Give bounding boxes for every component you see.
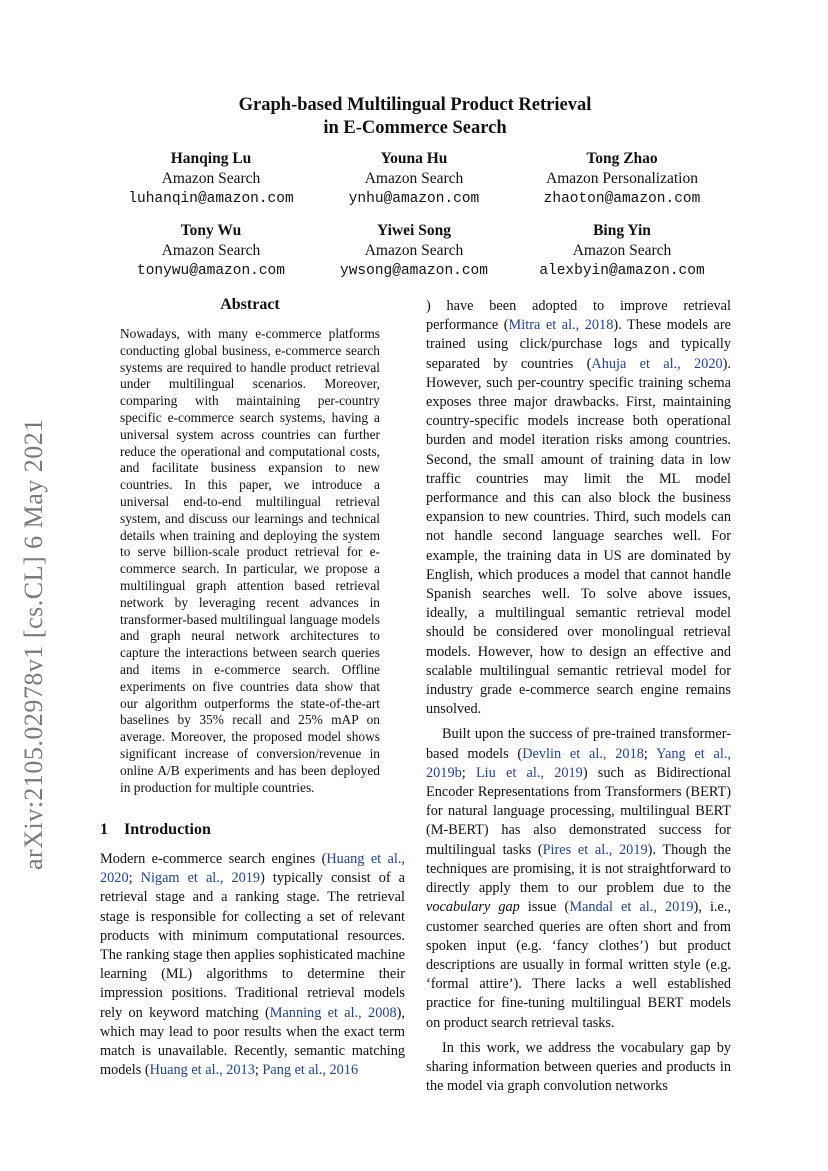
intro-paragraph-2 (426, 725, 731, 1032)
intro-paragraph-1-part-2 (426, 297, 731, 719)
author-affiliation: Amazon Search (161, 242, 261, 259)
abstract-heading: Abstract (220, 296, 280, 313)
author-email[interactable]: tonywu@amazon.com (137, 263, 285, 279)
author-block (299, 221, 529, 281)
text-run: issue ( (519, 899, 570, 916)
author-email[interactable]: luhanqin@amazon.com (128, 191, 294, 207)
citation-link[interactable]: Huang et al., 2013 (149, 1062, 255, 1079)
author-name: Hanqing Lu (170, 150, 252, 167)
text-run: ) such as Bidirectional Encoder Representations from Transformers (BERT) for natural language processing, multilingual BERT (M-BERT) has also demonstrated success for multilingual tasks ( (426, 764, 731, 858)
text-run: ; (254, 1062, 263, 1079)
citation-link[interactable]: Pang et al., 2016 (262, 1062, 359, 1079)
text-run: ). Though the techniques are promising, it is not straightforward to directly apply them to our problem due to the (426, 841, 731, 897)
citation-link[interactable]: Yang et al., 2019b (426, 745, 732, 781)
text-run: ; (128, 870, 141, 887)
author-block (507, 221, 737, 281)
author-affiliation: Amazon Search (572, 242, 672, 259)
paper-title (100, 94, 730, 140)
citation-link[interactable]: Manning et al., 2008 (269, 1004, 397, 1021)
text-run: ) typically consist of a retrieval stage and a ranking stage. The retrieval stage is responsible for collecting a set of relevant products with minimum computational resources. The ranking stage then applies sophisticated machine learning (ML) algorithms to determine their impression positions. Traditional retrieval models rely on keyword matching ( (100, 870, 406, 1021)
text-run: ) have been adopted to improve retrieval performance ( (426, 298, 731, 334)
text-run: ), which may lead to poor results when the exact term match is unavailable. Recently, semantic matching models ( (100, 1004, 405, 1079)
citation-link[interactable]: Ahuja et al., 2020 (591, 355, 723, 372)
author-affiliation: Amazon Search (161, 170, 261, 187)
emphasis-vocabulary-gap: vocabulary gap (426, 899, 520, 916)
text-run: ; (643, 745, 657, 762)
author-name: Bing Yin (593, 222, 651, 239)
text-run: ; (461, 764, 476, 781)
author-name: Yiwei Song (377, 222, 451, 239)
text-run: ), i.e., customer searched queries are often short and from spoken input (e.g. ‘fancy clothes’) but product descriptions are usually in formal written style (e.g. ‘formal attire’). There lacks a well established practice for fine-tuning multilingual BERT models on product search retrieval tasks. (426, 899, 731, 1031)
author-email[interactable]: alexbyin@amazon.com (539, 263, 705, 279)
citation-link[interactable]: Pires et al., 2019 (542, 841, 648, 858)
abstract-text: Nowadays, with many e-commerce platforms conducting global business, e-commerce search systems are required to handle product retrieval under multilingual scenarios. Moreover, comparing with maintaining per-country specific e-commerce search systems, having a universal system across countries can further reduce the operational and computational costs, and facilitate business expansion to new countries. In this paper, we introduce a universal end-to-end multilingual retrieval system, and discuss our learnings and technical details when training and deploying the system to serve billion-scale product retrieval for e-commerce search. In particular, we propose a multilingual graph attention based retrieval network by leveraging recent advances in transformer-based multilingual language models and graph neural network architectures to capture the interactions between search queries and items in e-commerce search. Offline experiments on five countries data show that our algorithm outperforms the state-of-the-art baselines by 35% recall and 25% mAP on average. Moreover, the proposed model shows significant increase of conversion/revenue in online A/B experiments and has been deployed in production for multiple countries. (120, 326, 380, 795)
section-number: 1 (100, 821, 108, 838)
author-email[interactable]: zhaoton@amazon.com (543, 191, 701, 207)
section-heading-introduction (100, 821, 211, 839)
citation-link[interactable]: Mitra et al., 2018 (508, 317, 614, 334)
author-block (507, 149, 737, 209)
intro-paragraph-1-part-1 (100, 850, 405, 1080)
author-block (96, 149, 326, 209)
citation-link[interactable]: Mandal et al., 2019 (569, 899, 694, 916)
section-title: Introduction (124, 821, 211, 838)
author-name: Tong Zhao (586, 150, 658, 167)
right-column (426, 297, 731, 1096)
author-email[interactable]: ywsong@amazon.com (340, 263, 488, 279)
title-line-2: in E-Commerce Search (323, 118, 507, 138)
author-affiliation: Amazon Personalization (546, 170, 698, 187)
author-name: Tony Wu (180, 222, 242, 239)
citation-link[interactable]: Devlin et al., 2018 (522, 745, 644, 762)
citation-link[interactable]: Liu et al., 2019 (475, 764, 583, 781)
author-email[interactable]: ynhu@amazon.com (348, 191, 480, 207)
author-affiliation: Amazon Search (364, 170, 464, 187)
text-run: ). These models are trained using click/purchase logs and typically separated by countries ( (426, 317, 731, 372)
arxiv-identifier-stamp: arXiv:2105.02978v1 [cs.CL] 6 May 2021 (19, 418, 48, 870)
text-run: Built upon the success of pre-trained transformer-based models ( (426, 726, 731, 762)
text-run: Modern e-commerce search engines ( (100, 851, 327, 867)
author-block (299, 149, 529, 209)
citation-link[interactable]: Nigam et al., 2019 (140, 870, 261, 887)
author-affiliation: Amazon Search (364, 242, 464, 259)
intro-paragraph-3: In this work, we address the vocabulary gap by sharing information between queries and products in the model via graph convolution networks (426, 1039, 731, 1095)
title-line-1: Graph-based Multilingual Product Retrieval (238, 95, 592, 115)
citation-link[interactable]: Huang et al., 2020 (100, 851, 405, 887)
author-block (96, 221, 326, 281)
text-run: ). However, such per-country specific training schema exposes three major drawbacks. First, maintaining country-specific models increase both operational burden and model iteration risks among countries. Second, the small amount of training data in low traffic countries may limit the ML model performance and this can also block the business expansion to new countries. Third, such models can not handle second language searches well. For example, the training data in US are dominated by English, which produces a model that cannot handle Spanish searches well. To solve above issues, ideally, a multilingual semantic retrieval model should be considered over monolingual retrieval models. However, how to design an effective and scalable multilingual semantic retrieval model for industry grade e-commerce search engine remains unsolved. (426, 355, 731, 718)
author-name: Youna Hu (380, 150, 448, 167)
